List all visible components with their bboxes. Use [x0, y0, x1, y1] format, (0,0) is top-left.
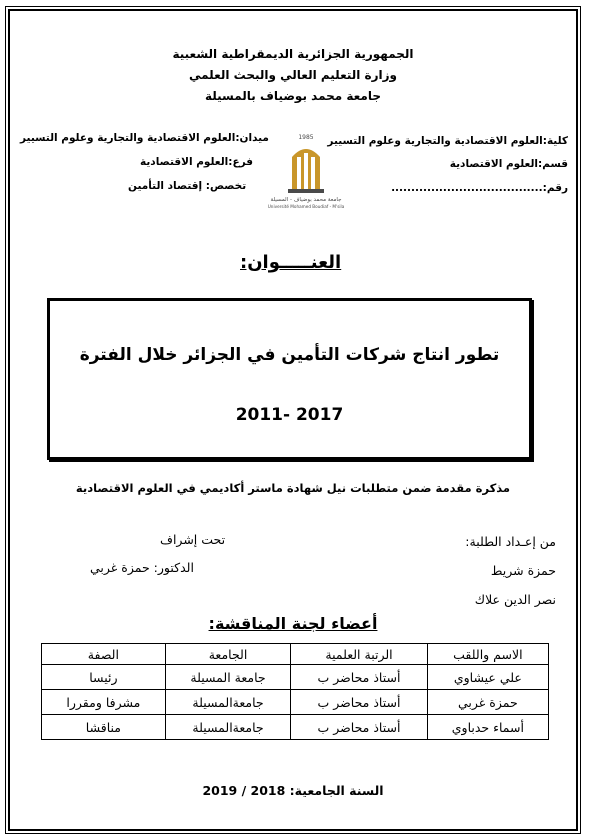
member-university: جامعة المسيلة — [165, 665, 291, 690]
memo-description: مذكرة مقدمة ضمن متطلبات نيل شهادة ماستر أكاديمي في العلوم الاقتصادية — [75, 481, 511, 495]
supervision-label: تحت إشراف — [160, 532, 226, 547]
committee-title: أعضاء لجنة المناقشة: — [208, 614, 378, 633]
logo-year: 1985 — [298, 134, 314, 141]
header-name: الاسم واللقب — [427, 644, 548, 665]
header-rank: الرتبة العلمية — [291, 644, 427, 665]
branch-name: فرع:العلوم الاقتصادية — [140, 156, 254, 168]
page-border — [8, 9, 578, 831]
committee-table — [41, 643, 549, 740]
faculty-name: كلية:العلوم الاقتصادية والتجارية وعلوم التسيير — [327, 135, 568, 147]
thesis-period: 2011- 2017 — [235, 405, 344, 425]
domain-name: ميدان:العلوم الاقتصادية والتجارية وعلوم التسيير — [20, 132, 269, 144]
thesis-title-line1: تطور انتاج شركات التأمين في الجزائر خلال الفترة — [79, 345, 500, 365]
university-logo-image — [262, 131, 350, 211]
specialty-name: تخصص: إقتصاد التأمين — [128, 180, 247, 192]
member-university: جامعةالمسيلة — [165, 690, 291, 715]
student-name-1: حمزة شريط — [490, 563, 556, 578]
university-name: جامعة محمد بوضياف بالمسيلة — [204, 89, 382, 103]
academic-year: السنة الجامعية: 2018 / 2019 — [202, 783, 384, 798]
department-name: قسم:العلوم الاقتصادية — [449, 158, 568, 170]
republic-name: الجمهورية الجزائرية الديمقراطية الشعبية — [172, 47, 414, 61]
thesis-title-line2 — [50, 405, 529, 425]
member-role: مناقشا — [42, 715, 166, 740]
member-name: أسماء حدباوي — [427, 715, 548, 740]
member-role: رئيسا — [42, 665, 166, 690]
logo-name-fr: Université Mohamed Boudiaf - M'sila — [267, 204, 345, 209]
table-header-row — [42, 644, 549, 665]
header-role: الصفة — [42, 644, 166, 665]
header-university: الجامعة — [165, 644, 291, 665]
logo-name-ar: جامعة محمد بوضياف - المسيلة — [270, 197, 342, 203]
number-field: رقم:...................................... — [391, 182, 568, 194]
member-rank: أستاذ محاضر ب — [291, 715, 427, 740]
title-box — [47, 298, 532, 460]
member-rank: أستاذ محاضر ب — [291, 665, 427, 690]
students-label: من إعـداد الطلبة: — [465, 534, 556, 549]
member-university: جامعةالمسيلة — [165, 715, 291, 740]
table-row — [42, 690, 549, 715]
ministry-name: وزارة التعليم العالي والبحث العلمي — [188, 68, 398, 82]
member-rank: أستاذ محاضر ب — [291, 690, 427, 715]
member-role: مشرفا ومقررا — [42, 690, 166, 715]
table-row — [42, 715, 549, 740]
supervisor-name: الدكتور: حمزة غربي — [90, 560, 194, 575]
member-name: حمزة غربي — [427, 690, 548, 715]
table-row — [42, 665, 549, 690]
university-logo — [262, 131, 350, 211]
member-name: علي عيشاوي — [427, 665, 548, 690]
title-label: العنـــــوان: — [240, 252, 342, 273]
student-name-2: نصر الدين علاك — [474, 592, 556, 607]
